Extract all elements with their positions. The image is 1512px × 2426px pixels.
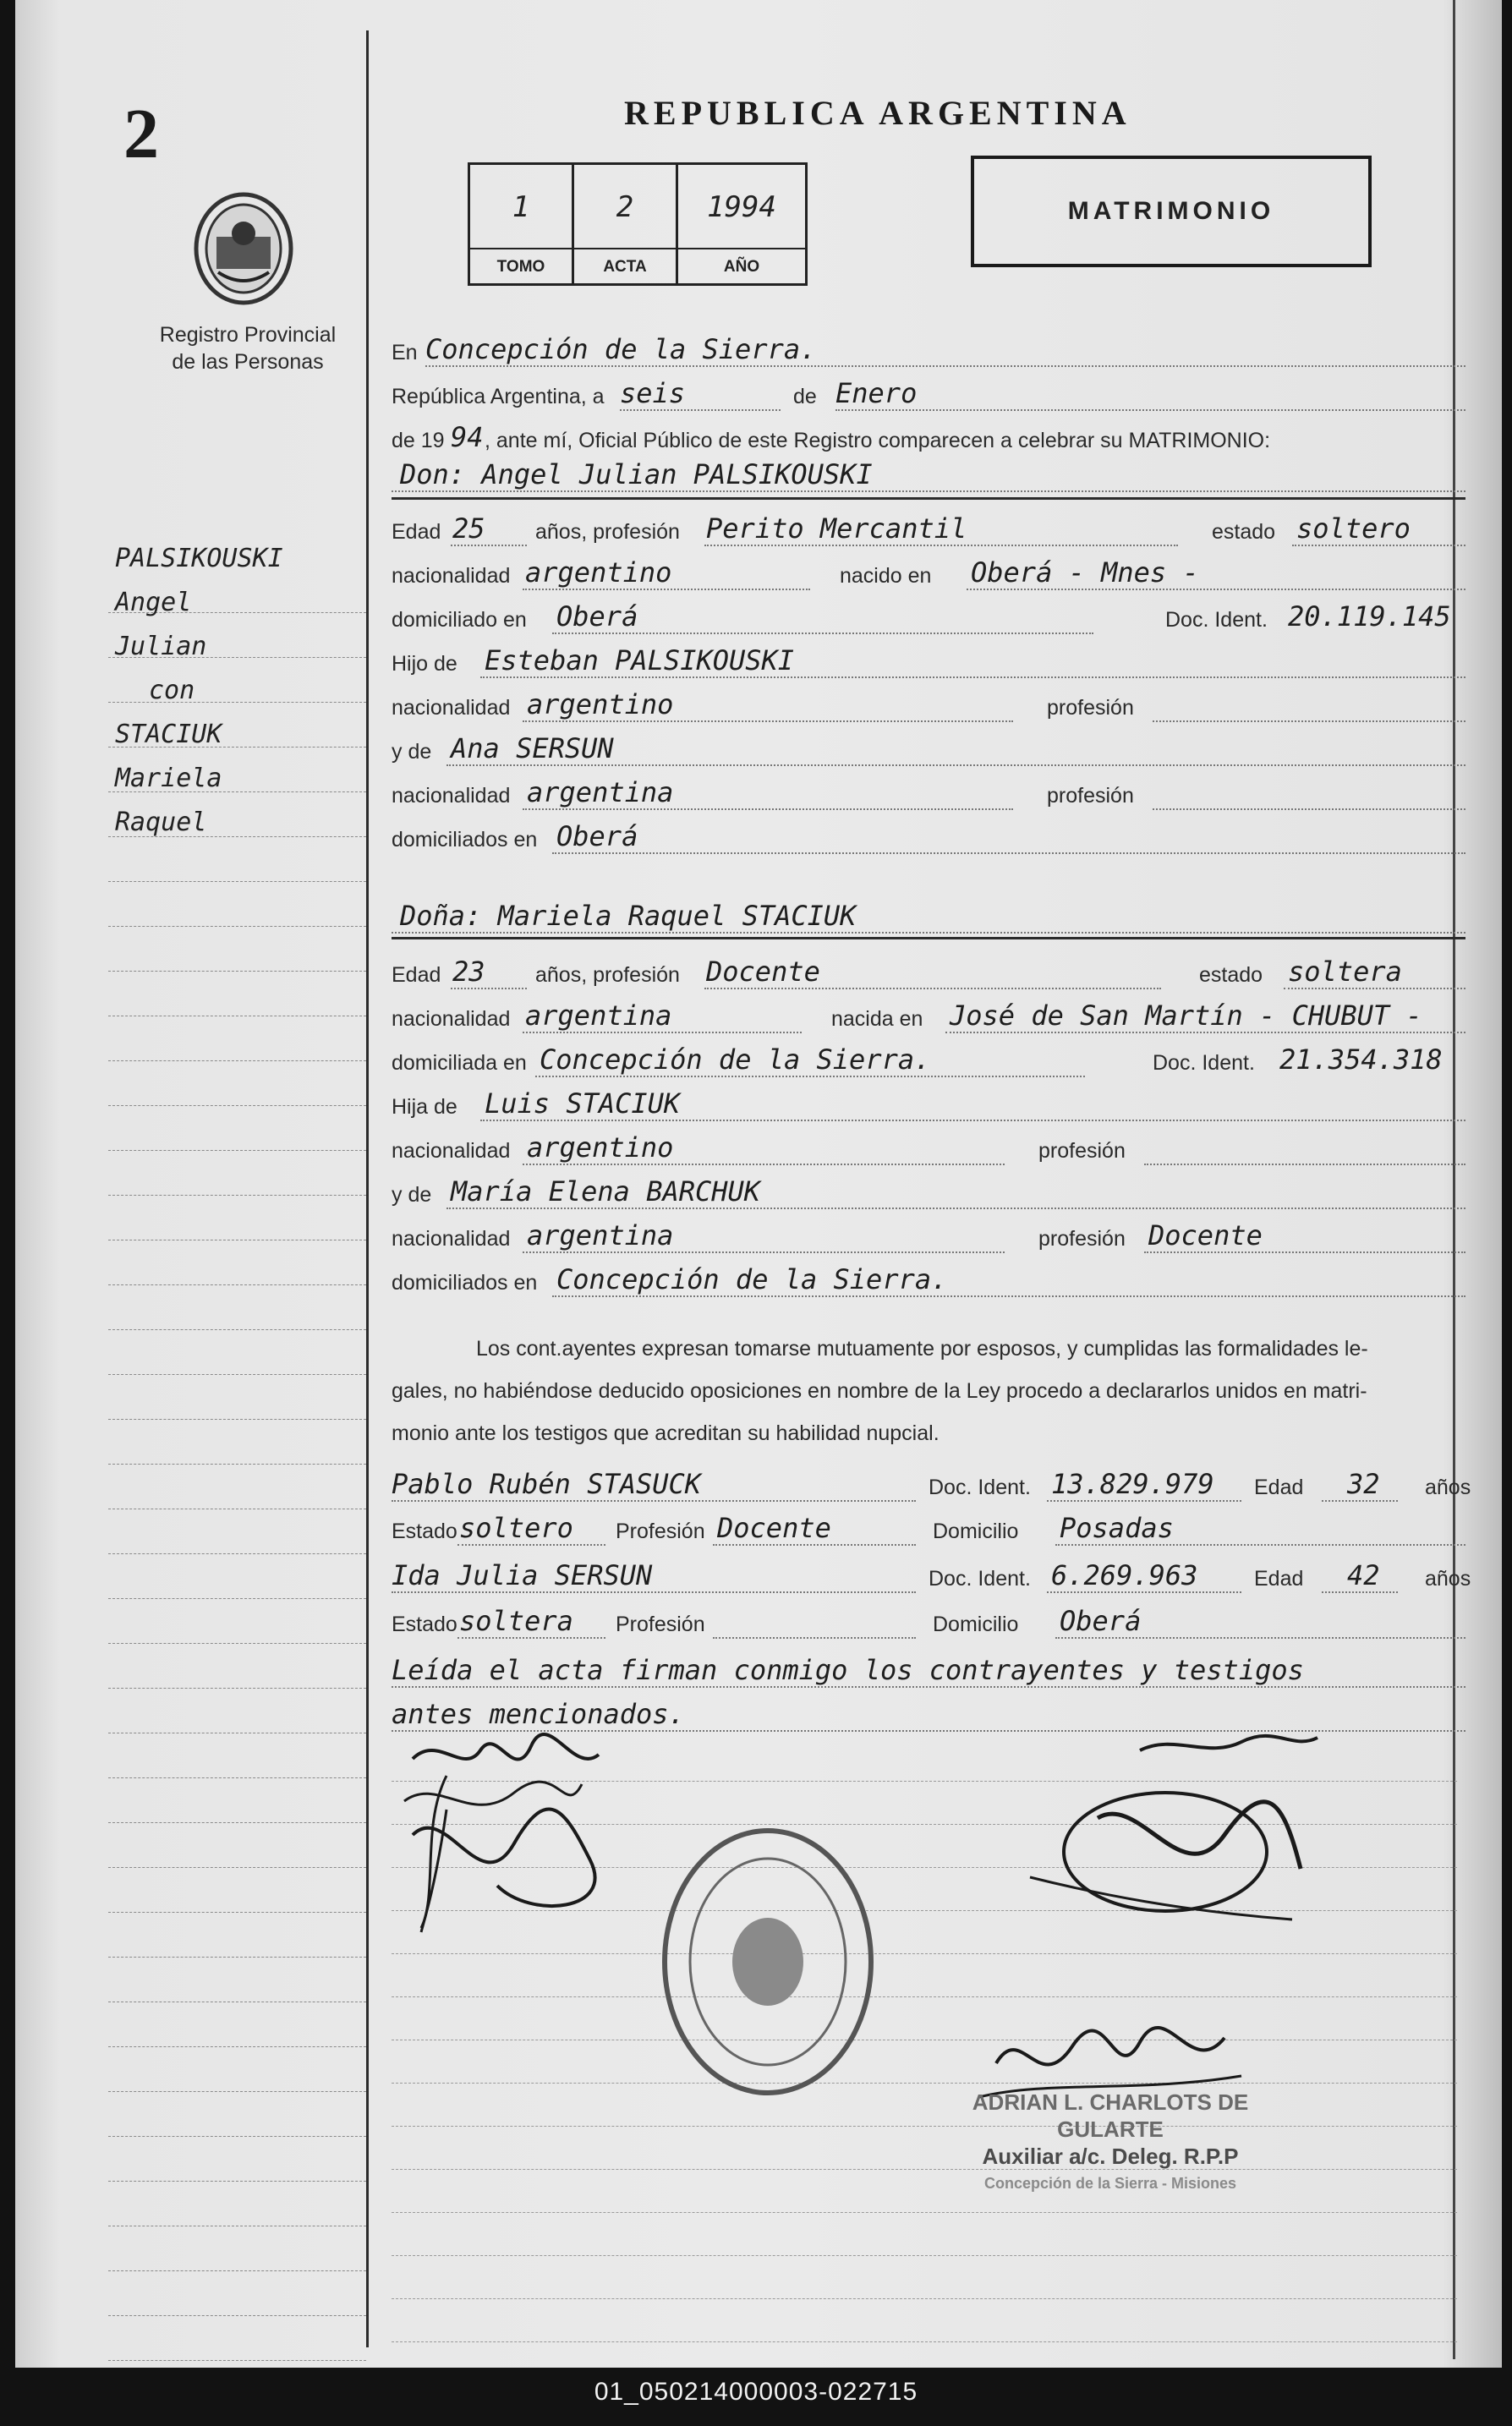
registry-label: [125, 321, 370, 375]
margin-note: Raquel: [115, 808, 207, 837]
witness2-doc: 6.269.963: [1051, 1559, 1198, 1591]
margin-note: con: [149, 676, 195, 705]
declaration-line: Los cont.ayentes expresan tomarse mutuamente por esposos, y cumplidas las formalidades le-: [476, 1337, 1368, 1361]
witness1-age: 32: [1347, 1468, 1380, 1500]
label: República Argentina, a: [392, 385, 605, 408]
page-number: 2: [123, 95, 159, 173]
label: , ante mí, Oficial Público de este Registro comparecen a celebrar su MATRIMONIO:: [485, 429, 1271, 452]
registry-line-1: Registro Provincial: [159, 323, 337, 347]
label: Domicilio: [933, 1613, 1019, 1636]
label: años, profesión: [535, 520, 680, 544]
official-stamp-line: Concepción de la Sierra - Misiones: [983, 2175, 1237, 2192]
label: profesión: [1038, 1139, 1126, 1163]
label: Estado: [392, 1613, 457, 1636]
margin-note: Angel: [115, 588, 192, 617]
label: Hijo de: [392, 652, 457, 676]
estado-value: soltera: [1288, 956, 1402, 988]
birthplace-value: José de San Martín - CHUBUT -: [950, 999, 1422, 1032]
label: profesión: [1038, 1227, 1126, 1251]
label: y de: [392, 1183, 432, 1207]
closing-text: antes mencionados.: [392, 1698, 685, 1730]
groom-mother-row: [392, 727, 1465, 769]
margin-notes: [115, 537, 369, 845]
parents-domicile-value: Oberá: [556, 820, 638, 852]
acta-value: 2: [616, 190, 634, 224]
label: Hija de: [392, 1095, 457, 1119]
label: nacionalidad: [392, 696, 511, 720]
bride-nationality-row: [392, 994, 1465, 1037]
ano-cell: [678, 165, 805, 283]
groom-father-nat-row: [392, 683, 1465, 726]
tomo-acta-ano-box: [468, 162, 808, 286]
mother-value: María Elena BARCHUK: [451, 1175, 761, 1208]
profession-value: Docente: [706, 956, 820, 988]
witness2-estado: soltera: [459, 1605, 573, 1637]
groom-domicile-row: [392, 595, 1465, 638]
bride-name: Doña: Mariela Raquel STACIUK: [400, 900, 857, 932]
label: nacida en: [831, 1007, 923, 1031]
doc-value: 21.354.318: [1279, 1043, 1443, 1076]
witness2-row: [392, 1554, 1471, 1596]
declaration-line: monio ante los testigos que acreditan su habilidad nupcial.: [392, 1421, 940, 1445]
label: Doc. Ident.: [929, 1476, 1031, 1499]
margin-note: PALSIKOUSKI: [115, 544, 283, 573]
estado-value: soltero: [1296, 512, 1411, 545]
officer-signature: [1013, 1725, 1368, 1945]
label: de 19: [392, 429, 445, 452]
domicile-value: Oberá: [556, 600, 638, 633]
document-type-box: MATRIMONIO: [971, 156, 1372, 267]
bride-divider: [392, 937, 1465, 939]
official-stamp-line: ADRIAN L. CHARLOTS DE GULARTE: [972, 2089, 1249, 2142]
father-value: Luis STACIUK: [485, 1087, 681, 1120]
scan-footer-code: 01_050214000003-022715: [594, 2378, 918, 2406]
label: domiciliada en: [392, 1051, 527, 1075]
doc-value: 20.119.145: [1288, 600, 1451, 633]
margin-note: STACIUK: [115, 720, 222, 749]
contrayente-signature-2: [396, 1784, 616, 1945]
witness2-age: 42: [1347, 1559, 1380, 1591]
profession-value: Perito Mercantil: [706, 512, 967, 545]
age-value: 23: [452, 956, 485, 988]
margin-note: Julian: [115, 632, 207, 661]
tomo-cell: [470, 165, 574, 283]
label: estado: [1199, 963, 1263, 987]
bride-parents-dom-row: [392, 1258, 1465, 1301]
groom-nationality-row: [392, 551, 1465, 594]
label: Doc. Ident.: [1153, 1051, 1255, 1075]
intro-date-row: [392, 372, 1465, 414]
label: Domicilio: [933, 1520, 1019, 1543]
bride-mother-row: [392, 1170, 1465, 1213]
label: nacionalidad: [392, 1139, 511, 1163]
tomo-value: 1: [512, 190, 530, 224]
mother-value: Ana SERSUN: [451, 732, 614, 764]
witness1-details-row: [392, 1507, 1465, 1549]
bride-age-row: [392, 950, 1465, 993]
label: domiciliados en: [392, 1271, 538, 1295]
official-stamp: [933, 2089, 1288, 2197]
margin-note: Mariela: [115, 764, 222, 793]
closing-text: Leída el acta firman conmigo los contrayentes y testigos: [392, 1654, 1304, 1686]
closing-line-1: [392, 1649, 1465, 1691]
father-nat-value: argentino: [527, 688, 674, 720]
birthplace-value: Oberá - Mnes -: [971, 556, 1199, 589]
label: Doc. Ident.: [929, 1567, 1031, 1591]
label: de: [793, 385, 817, 408]
year-value: 94: [451, 421, 484, 453]
label: nacionalidad: [392, 1227, 511, 1251]
witness2-details-row: [392, 1600, 1465, 1642]
label: En: [392, 341, 418, 364]
label: profesión: [1047, 784, 1134, 808]
groom-name: Don: Angel Julian PALSIKOUSKI: [400, 458, 873, 490]
label: Edad: [392, 520, 441, 544]
label: nacionalidad: [392, 784, 511, 808]
witness1-row: [392, 1463, 1471, 1505]
label: y de: [392, 740, 432, 764]
bride-father-nat-row: [392, 1126, 1465, 1169]
label: nacionalidad: [392, 1007, 511, 1031]
witness2-name: Ida Julia SERSUN: [392, 1559, 653, 1591]
label: Edad: [392, 963, 441, 987]
acta-label: ACTA: [603, 258, 647, 276]
groom-mother-nat-row: [392, 771, 1465, 813]
bride-name-row: [392, 895, 1465, 937]
father-nat-value: argentino: [527, 1131, 674, 1164]
mother-nat-value: argentina: [527, 1219, 674, 1251]
label: nacionalidad: [392, 564, 511, 588]
ano-label: AÑO: [723, 258, 760, 276]
intro-year-row: [392, 416, 1465, 458]
groom-parents-dom-row: [392, 815, 1465, 857]
bride-domicile-row: [392, 1038, 1465, 1081]
label: Doc. Ident.: [1165, 608, 1268, 632]
nationality-value: argentina: [525, 999, 672, 1032]
groom-father-row: [392, 639, 1465, 682]
ano-value: 1994: [707, 190, 776, 224]
tomo-label: TOMO: [496, 258, 545, 276]
label: años, profesión: [535, 963, 680, 987]
label: Profesión: [616, 1520, 705, 1543]
month-value: Enero: [835, 377, 918, 409]
registry-line-2: de las Personas: [172, 350, 324, 374]
bride-mother-nat-row: [392, 1214, 1465, 1257]
label: estado: [1212, 520, 1276, 544]
registry-round-stamp-icon: [658, 1822, 878, 2101]
label: Profesión: [616, 1613, 705, 1636]
groom-divider: [392, 497, 1465, 500]
witness1-domicile: Posadas: [1060, 1512, 1174, 1544]
label: profesión: [1047, 696, 1134, 720]
father-value: Esteban PALSIKOUSKI: [485, 644, 795, 676]
intro-place-row: [392, 328, 1465, 370]
label: años: [1425, 1567, 1471, 1591]
witness1-estado: soltero: [459, 1512, 573, 1544]
groom-name-row: [392, 453, 1465, 496]
witness1-profession: Docente: [717, 1512, 831, 1544]
declaration-paragraph: [392, 1328, 1465, 1454]
nationality-value: argentino: [525, 556, 672, 589]
place-value: Concepción de la Sierra.: [425, 333, 817, 365]
declaration-line: gales, no habiéndose deducido oposiciones en nombre de la Ley procedo a declararlos unidos en matri-: [392, 1379, 1367, 1403]
label: años: [1425, 1476, 1471, 1499]
witness1-doc: 13.829.979: [1051, 1468, 1214, 1500]
parents-domicile-value: Concepción de la Sierra.: [556, 1263, 948, 1295]
label: domiciliado en: [392, 608, 527, 632]
document-title: REPUBLICA ARGENTINA: [624, 94, 1131, 132]
mother-profession-value: Docente: [1148, 1219, 1263, 1251]
label: Edad: [1254, 1476, 1304, 1499]
mother-nat-value: argentina: [527, 776, 674, 808]
label: Edad: [1254, 1567, 1304, 1591]
groom-age-row: [392, 507, 1465, 550]
margin-rule: [366, 30, 369, 2347]
age-value: 25: [452, 512, 485, 545]
acta-cell: [574, 165, 678, 283]
register-page: [15, 0, 1502, 2368]
label: Estado: [392, 1520, 457, 1543]
bride-father-row: [392, 1082, 1465, 1125]
province-seal-icon: [184, 188, 303, 306]
label: domiciliados en: [392, 828, 538, 852]
official-stamp-line: Auxiliar a/c. Deleg. R.P.P: [982, 2144, 1239, 2169]
witness2-domicile: Oberá: [1060, 1605, 1142, 1637]
witness1-name: Pablo Rubén STASUCK: [392, 1468, 702, 1500]
day-value: seis: [620, 377, 686, 409]
domicile-value: Concepción de la Sierra.: [540, 1043, 931, 1076]
label: nacido en: [840, 564, 932, 588]
